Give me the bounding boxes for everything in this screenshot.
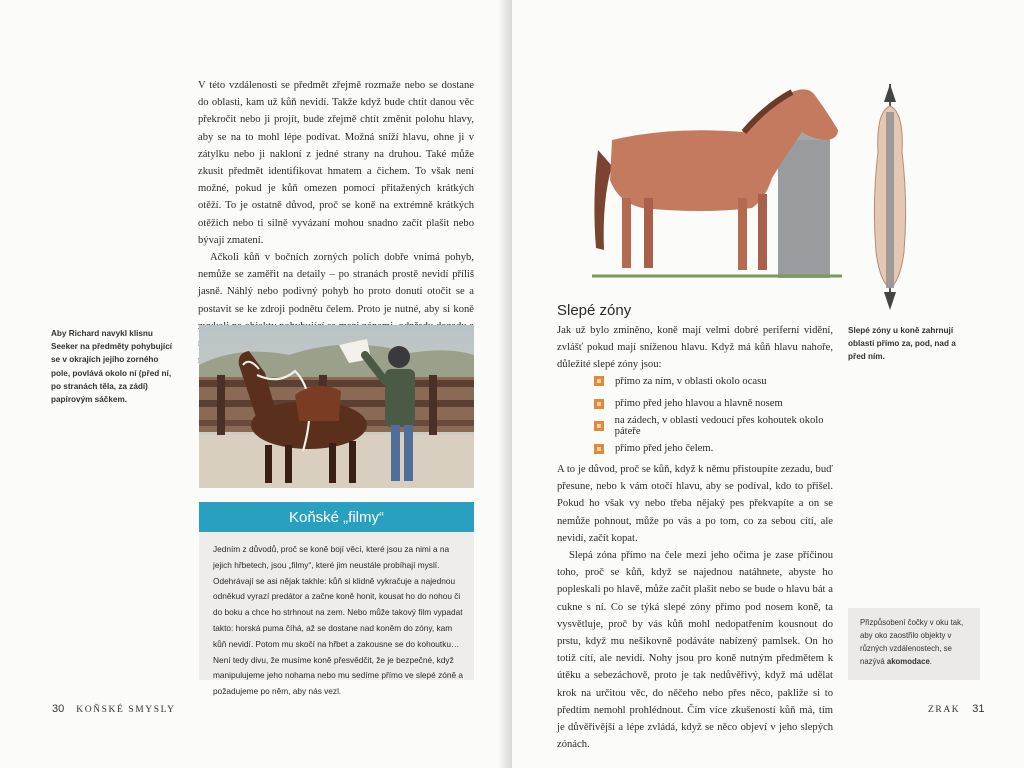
films-box-body [199, 532, 474, 697]
top-view-illustration [864, 82, 916, 312]
photo-caption: Aby Richard navykl klisnu Seeker na předměty pohybující se v okrajích jejího zorného pole, povlává okolo ní (před ní, po stranách těla, za zádí) papírovým sáčkem. [51, 329, 173, 405]
right-page-number: 31 [972, 703, 985, 715]
right-intro [557, 322, 833, 374]
left-paragraph-2: Ačkoli kůň v bočních zorných polích dobře vnímá pohyb, nemůže se zaměřit na detaily – po stranách prostě nevidí příliš jasně. Náhlý nebo podivný pohyb ho proto donutí otočit se a postavit se ke zdroji podnětu čelem. Proto je nutné, aby si koně [198, 252, 474, 315]
left-page-number: 30 [52, 703, 65, 715]
right-body-text [557, 461, 833, 753]
note-term: akomodace [886, 657, 930, 666]
list-item [594, 370, 844, 393]
bullet-icon [594, 399, 604, 409]
right-paragraph-1: A to je důvod, proč se kůň, když k němu přistoupíte zezadu, buď přesune, nebo k vám otočí hlavu, aby se podíval, kdo to přišel. Pokud ho však vy nebo třeba nějaký pes překvapíte a on se nemůže pohnout, může po vás a po tom, co za sebou cítí, ale nevidí, začít kopat. [557, 464, 833, 544]
section-heading: Slepé zóny [557, 302, 632, 319]
right-page [512, 0, 1024, 768]
films-box-title: Koňské „filmy“ [199, 502, 474, 532]
left-paragraph-1: V této vzdálenosti se předmět zřejmě rozmaže nebo se dostane do oblasti, kam už kůň nevidí. Takže když bude chtít danou věc překročit nebo ji projít, bude zřejmě chtít změnit polohu hlavy, aby se na to mohl lépe podívat. Možná sníží hlavu, ohne ji v zátylku nebo ji nakloní z jedné strany na druhou. Také může zkusit předmět identifikovat hmatem a čichem. To však není možné, pokud je kůň omezen pomocí přitažených krátkých otěží. To je ostatně důvod, proč se koně na extrémně krátkých otěžích nebo ti silně vyvázaní mohou snadno začít plašit nebo bývají zmatení. [198, 80, 474, 246]
list-item [594, 415, 844, 438]
list-item-text: přímo před jeho hlavou a hlavně nosem [615, 398, 783, 410]
intro-paragraph: Jak už bylo zmíněno, koně mají velmi dobré periferní vidění, zvlášť pokud mají sníženou hlavu. Když má kůň hlavu nahoře, důležité slepé zóny jsou: [557, 325, 833, 371]
list-item [594, 438, 844, 461]
horse-training-photo [199, 325, 474, 488]
horse-illustration [552, 80, 842, 283]
right-running-head: ZRAK [928, 705, 961, 715]
accommodation-note [848, 608, 980, 680]
list-item-text: přímo před jeho čelem. [615, 443, 714, 455]
note-text: Přizpůsobení čočky v oku tak, aby oko zaostřilo objekty v různých vzdálenostech, se nazývá [860, 618, 964, 666]
horse-with-blind-zone-illustration [552, 80, 842, 283]
list-item-text: na zádech, v oblasti vedoucí přes kohoutek okolo páteře [614, 415, 824, 438]
illustration-caption: Slepé zóny u koně zahrnují oblasti přímo za, pod, nad a před ním. [848, 326, 956, 362]
note-end: . [929, 657, 932, 666]
list-item [594, 393, 844, 416]
bullet-icon [594, 421, 604, 431]
right-paragraph-2: Slepá zóna přímo na čele mezi jeho očima je zase příčinou toho, proč se kůň, když se najednou natáhnete, abyste ho popleskali po hlavě, může začít plašit nebo se bude o hlavu bát a cukne s ní. Co se týká slepé zóny přímo pod nosem koně, ta vysvětluje, proč by vás kůň mohl nedopatřením kousnout do prstu, když mu nešikovně podáváte nabízený pamlsek. On ho totiž cítí, ale nevidí. Nohy jsou pro koně nutným předmětem k útěku a sebezáchově, proto je tak nedůvěřivý, když má udělat krok na určitou věc, do něčeho nebo přes něco, pakliže si to předtím nemohl prohlédnout. Čím více zkušeností kůň má, tím je důvěřivější a lépe zvládá, když se něco objeví v jeho slepých zónách. [557, 550, 833, 751]
left-footer [52, 703, 176, 715]
blind-zone-list [594, 370, 844, 460]
horse-training-photo-art [199, 325, 474, 488]
list-item-text: přímo za ním, v oblasti okolo ocasu [615, 375, 767, 387]
bullet-icon [594, 444, 604, 454]
right-footer [928, 703, 985, 715]
left-running-head: KOŇSKÉ SMYSLY [76, 705, 176, 715]
films-box-text: Jedním z důvodů, proč se koně bojí věcí, které jsou za nimi a na jejich hřbetech, jsou „filmy“, které jim neustále probíhají myslí. Odehrávají se asi nějak takhle: kůň si klidně vykračuje a najednou odněkud vyrazí predátor a začne koně honit, kousat ho do nohou či do boku a chce ho strhnout na zem. Nebo může takový film vypadat takto: horská puma číhá, až se dostane nad koněm do zóny, kam kůň nevidí. Potom mu skočí na hřbet a zakousne se do kohoutku… Není tedy divu, že musíme koně přesvědčit, že je bezpečné, když manipulujeme jeho nohama nebo mu sedíme přímo ve slepé zóně a požadujeme po něm, aby nás vezl. [213, 544, 463, 697]
bullet-icon [594, 376, 604, 386]
horse-top-view-blind-zones [864, 82, 916, 312]
